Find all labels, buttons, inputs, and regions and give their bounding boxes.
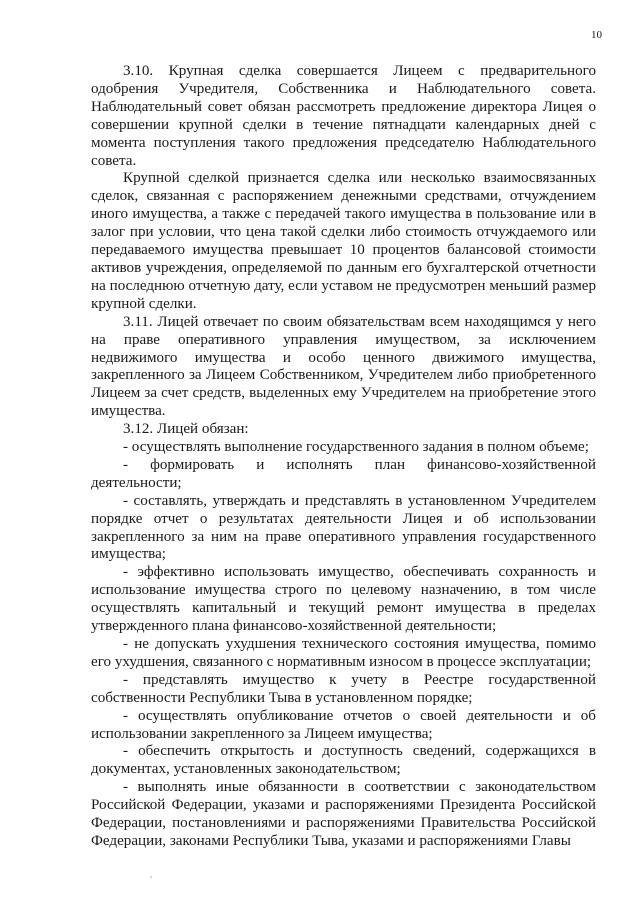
obligation-item: - представлять имущество к учету в Реестре государственной собственности Республики Тыва в установленном порядке; [91, 671, 596, 706]
obligation-item: - формировать и исполнять план финансово-хозяйственной деятельности; [91, 456, 596, 491]
obligation-item: - обеспечить открытость и доступность сведений, содержащихся в документах, установленных законодательством; [91, 743, 596, 778]
obligation-item: - эффективно использовать имущество, обеспечивать сохранность и использование имущества строго по целевому назначению, в том числе осуществлять капитальный и текущий ремонт имущества в пределах утвержденного плана финансово-хозяйственной деятельности; [91, 564, 596, 635]
document-body [91, 63, 596, 851]
paragraph-major-transaction-definition: Крупной сделкой признается сделка или несколько взаимосвязанных сделок, связанная с распоряжением денежными средствами, отчуждением иного имущества, а также с передачей такого имущества в пользование или в залог при условии, что цена такой сделки либо стоимость отчуждаемого или передаваемого имущества превышает 10 процентов балансовой стоимости активов учреждения, определяемой по данным его бухгалтерской отчетности на последнюю отчетную дату, если уставом не предусмотрен меньший размер крупной сделки. [91, 170, 596, 312]
paragraph-3-12-heading: 3.12. Лицей обязан: [123, 421, 249, 438]
scan-speck [150, 876, 152, 878]
paragraph-3-10: 3.10. Крупная сделка совершается Лицеем с предварительного одобрения Учредителя, Собственника и Наблюдательного совета. Наблюдательный совет обязан рассмотреть предложение директора Лицея о совершении крупной сделки в течение пятнадцати календарных дней с момента поступления такого предложения председателю Наблюдательного совета. [91, 63, 596, 169]
obligation-item: - осуществлять выполнение государственного задания в полном объеме; [123, 439, 589, 456]
paragraph-3-11: 3.11. Лицей отвечает по своим обязательствам всем находящимся у него на праве оперативного управления имуществом, за исключением недвижимого имущества и особо ценного движимого имущества, закрепленного за Лицеем Собственником, Учредителем либо приобретенного Лицеем за счет средств, выделенных ему Учредителем на приобретение этого имущества. [91, 313, 596, 420]
page-number: 10 [591, 29, 602, 41]
obligation-item: - составлять, утверждать и представлять в установленном Учредителем порядке отчет о результатах деятельности Лицея и об использовании закрепленного за ним на праве оперативного управления государственного имущества; [91, 492, 596, 563]
obligation-item: - осуществлять опубликование отчетов о своей деятельности и об использовании закрепленного за Лицеем имущества; [91, 707, 596, 742]
obligation-item: - выполнять иные обязанности в соответствии с законодательством Российской Федерации, указами и распоряжениями Президента Российской Федерации, постановлениями и распоряжениями Правительства Российской Федерации, законами Республики Тыва, указами и распоряжениями Главы [91, 779, 596, 849]
obligation-item: - не допускать ухудшения технического состояния имущества, помимо его ухудшения, связанного с нормативным износом в процессе эксплуатации; [91, 636, 596, 670]
